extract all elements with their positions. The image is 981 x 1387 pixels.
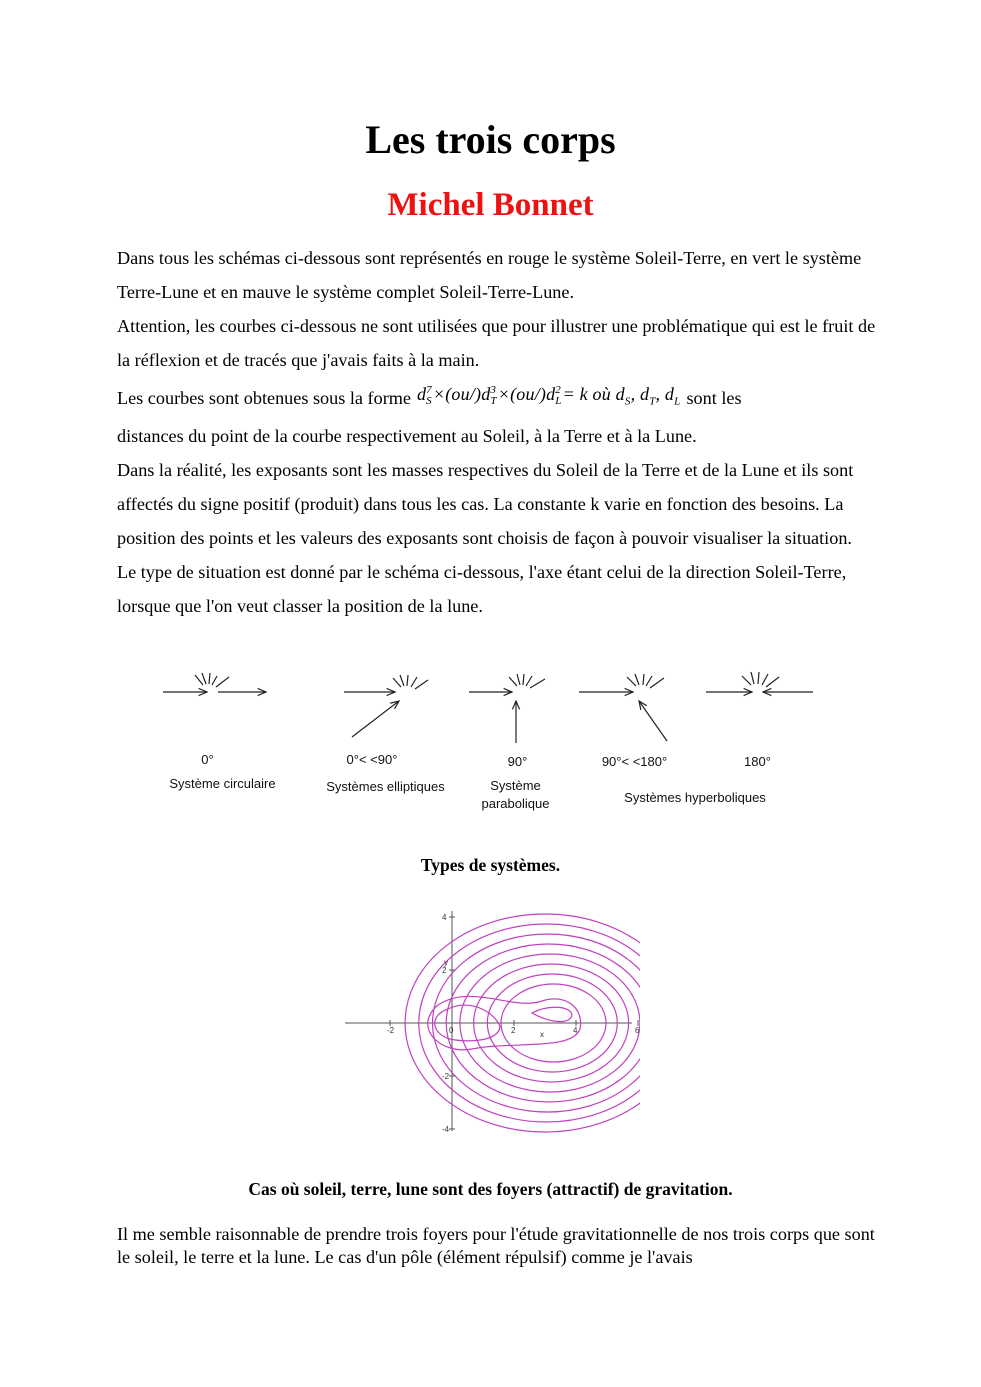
- label-circular: Système circulaire: [169, 776, 276, 791]
- x-axis-label: x: [540, 1030, 544, 1039]
- contour-plot-svg: [340, 905, 640, 1135]
- paragraph-situation: Le type de situation est donné par le schéma ci-dessous, l'axe étant celui de la direction Soleil-Terre, lorsque que l'on veut classer la position de la lune.: [117, 562, 847, 616]
- y-axis-label: y: [444, 958, 448, 967]
- parabolic-system-arrows: [469, 674, 545, 743]
- y-tick-label: -2: [442, 1072, 450, 1081]
- document-title: Les trois corps: [365, 117, 616, 162]
- formula-tail-text: sont les: [686, 388, 742, 408]
- label-hyperbolic: Systèmes hyperboliques: [624, 790, 766, 805]
- caption-system-types: Types de systèmes.: [420, 855, 561, 875]
- label-parabolic: Système parabolique: [481, 778, 550, 811]
- system-types-diagram: [155, 665, 835, 825]
- contour-plot: [340, 905, 640, 1135]
- formula-lead-text: Les courbes sont obtenues sous la forme: [117, 388, 411, 408]
- angle-label-180: 180°: [744, 754, 771, 769]
- label-elliptic: Systèmes elliptiques: [326, 779, 445, 794]
- paragraph-reality: Dans la réalité, les exposants sont les masses respectives du Soleil de la Terre et de la Lune et ils sont affectés du signe positif (produit) dans tous les cas. La constante k varie en fonction des besoins. La position des points et les valeurs des exposants sont choisis de façon à pouvoir visualiser la situation.: [117, 460, 854, 548]
- formula-line: [117, 377, 877, 419]
- angle-label-0: 0°: [201, 752, 214, 767]
- y-tick-label: -4: [442, 1125, 450, 1134]
- angle-label-90: 90°: [507, 754, 528, 769]
- paragraph-intro: Dans tous les schémas ci-dessous sont représentés en rouge le système Soleil-Terre, en vert le système Terre-Lune et en mauve le système complet Soleil-Terre-Lune.: [117, 248, 862, 302]
- x-tick-label: 4: [573, 1026, 578, 1035]
- x-tick-label: -2: [387, 1026, 395, 1035]
- x-tick-label: 0: [449, 1026, 454, 1035]
- y-tick-label: 4: [442, 913, 447, 922]
- paragraph-distances: distances du point de la courbe respectivement au Soleil, à la Terre et à la Lune.: [117, 426, 697, 446]
- paragraph-foyers: Il me semble raisonnable de prendre trois foyers pour l'étude gravitationnelle de nos trois corps que sont le soleil, le terre et la lune. Le cas d'un pôle (élément répulsif) comme je l'avais: [117, 1224, 875, 1267]
- body-text: [117, 241, 877, 623]
- opposite-system-arrows: [706, 672, 813, 692]
- x-tick-label: 6: [635, 1026, 640, 1035]
- caption-foyers: Cas où soleil, terre, lune sont des foyers (attractif) de gravitation.: [248, 1179, 733, 1199]
- x-tick-label: 2: [511, 1026, 516, 1035]
- contour-inner: [532, 1007, 572, 1021]
- paragraph-attention: Attention, les courbes ci-dessous ne sont utilisées que pour illustrer une problématique qui est le fruit de la réflexion et de tracés que j'avais faits à la main.: [117, 316, 876, 370]
- y-tick-label: 2: [442, 966, 447, 975]
- bottom-text: [117, 1223, 877, 1269]
- author-name: Michel Bonnet: [387, 187, 594, 223]
- angle-label-hyperbolic: 90°< <180°: [601, 754, 668, 769]
- hyperbolic-system-arrows: [579, 674, 667, 741]
- circular-system-arrows: [163, 673, 266, 692]
- formula: d 7 S ×(ou/)d 3 T ×(ou/)d 2 L = k où $d_S$, $d_T$, $d_L$: [416, 384, 681, 408]
- elliptic-system-arrows: [344, 675, 428, 737]
- angle-label-elliptic: 0°< <90°: [346, 752, 398, 767]
